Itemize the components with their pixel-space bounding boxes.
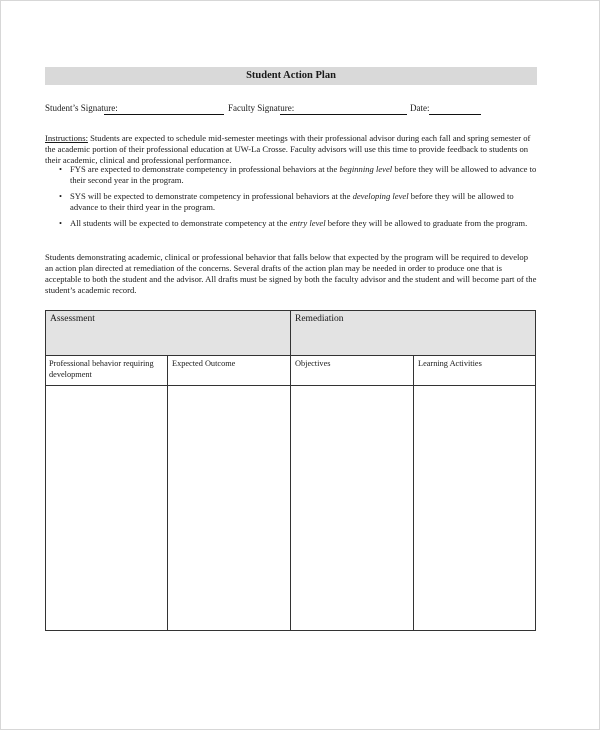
student-signature-line[interactable] bbox=[104, 114, 224, 115]
action-plan-paragraph: Students demonstrating academic, clinical or professional behavior that falls below that expected by the program will be required to develop an action plan directed at remediation of the concerns. Several drafts of the action plan may be needed in order to produce one that is acceptable to both the student and the advisor. All drafts must be signed by both the faculty advisor and the student and will become part of the student’s academic record. bbox=[45, 252, 537, 295]
faculty-signature-label: Faculty Signature: bbox=[228, 103, 295, 113]
bullet-emphasis: entry level bbox=[289, 218, 326, 228]
bullet-emphasis: developing level bbox=[352, 191, 409, 201]
bullet-text: before they will be allowed to graduate from the program. bbox=[325, 218, 528, 228]
column-header-learning-activities: Learning Activities bbox=[418, 359, 482, 368]
list-item bbox=[45, 164, 537, 186]
column-divider bbox=[167, 355, 168, 630]
bullet-text: FYS are expected to demonstrate competency in professional behaviors at the bbox=[70, 164, 340, 174]
bullet-icon: • bbox=[59, 191, 63, 201]
instructions-heading: Instructions: bbox=[45, 133, 88, 143]
bullet-text: before they will be allowed to advance to their second year in the program. bbox=[70, 164, 537, 185]
bullet-text: All students will be expected to demonstrate competency at the bbox=[70, 218, 290, 228]
date-label: Date: bbox=[410, 103, 430, 113]
list-item bbox=[45, 191, 537, 213]
instructions-paragraph bbox=[45, 133, 537, 166]
column-header-objectives: Objectives bbox=[295, 359, 331, 368]
instructions-text: Students are expected to schedule mid-semester meetings with their professional advisor during each fall and spring semester of the academic portion of their professional education at UW-La Crosse. Faculty advisors will use this time to provide feedback to students on their academic, clinical and professional performance. bbox=[45, 133, 531, 165]
date-line[interactable] bbox=[429, 114, 481, 115]
faculty-signature-line[interactable] bbox=[280, 114, 407, 115]
bullet-icon: • bbox=[59, 218, 63, 228]
signature-row bbox=[45, 103, 537, 117]
student-signature-label: Student’s Signature: bbox=[45, 103, 118, 113]
bullet-text: SYS will be expected to demonstrate competency in professional behaviors at the bbox=[70, 191, 353, 201]
remediation-header: Remediation bbox=[295, 314, 344, 324]
column-header-behavior: Professional behavior requiring development bbox=[49, 359, 154, 379]
list-item bbox=[45, 218, 537, 229]
bullet-emphasis: beginning level bbox=[339, 164, 393, 174]
action-plan-table bbox=[45, 310, 536, 631]
requirements-list bbox=[45, 164, 537, 234]
column-divider bbox=[413, 355, 414, 630]
assessment-header: Assessment bbox=[50, 314, 95, 324]
bullet-text: before they will be allowed to advance to their third year in the program. bbox=[70, 191, 514, 212]
group-divider bbox=[290, 311, 291, 630]
document-title: Student Action Plan bbox=[45, 67, 537, 85]
column-header-expected-outcome: Expected Outcome bbox=[172, 359, 236, 368]
bullet-icon: • bbox=[59, 164, 63, 174]
